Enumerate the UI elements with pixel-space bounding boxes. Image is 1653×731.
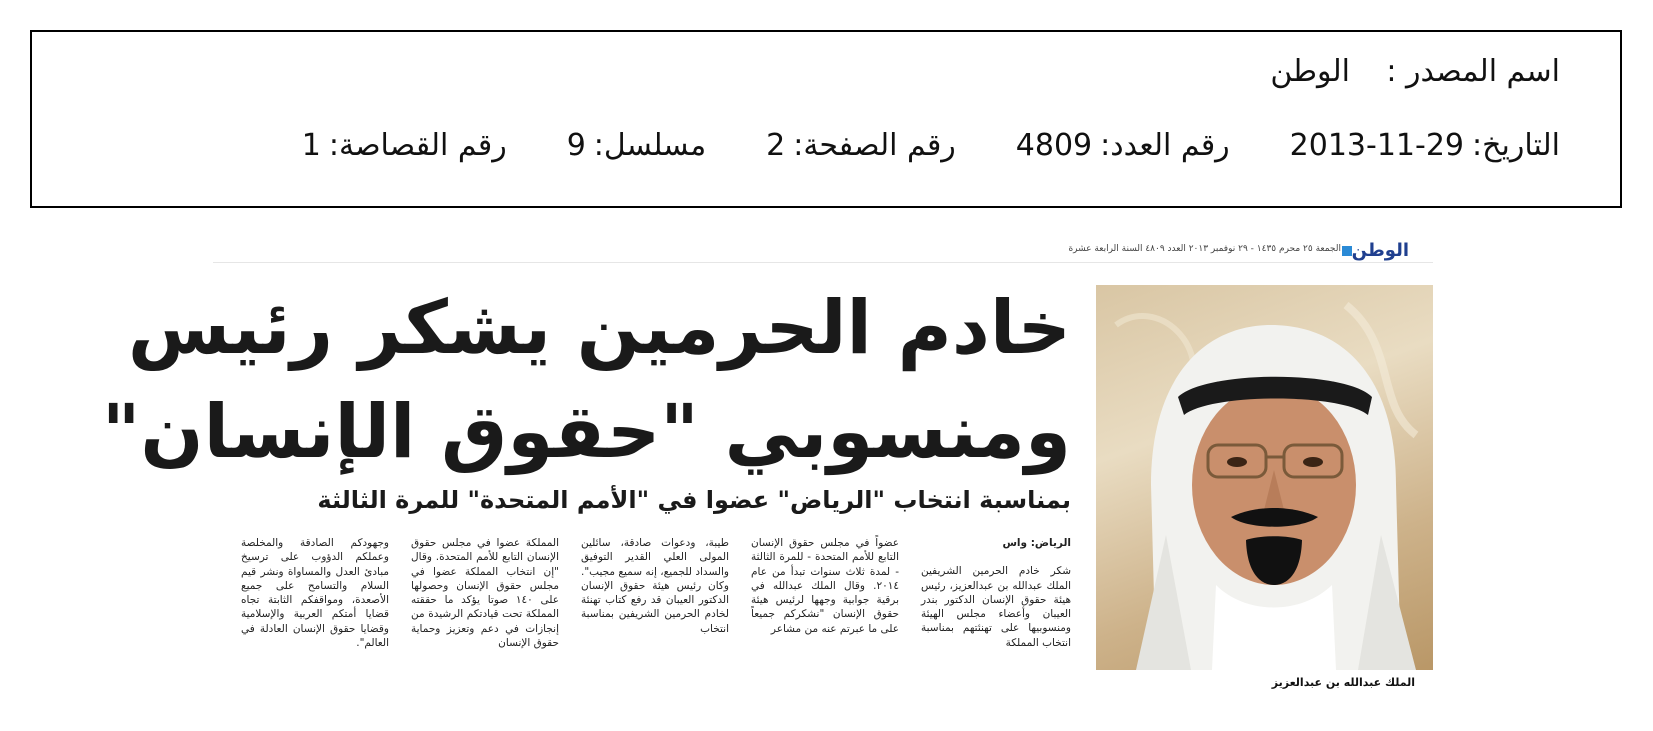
source-value: الوطن (1270, 54, 1350, 89)
issue-value: 4809 (1015, 128, 1093, 163)
page-value: 2 (766, 128, 786, 163)
page-field (766, 128, 956, 163)
clip-number-label: رقم القصاصة: (328, 128, 507, 163)
source-row (1270, 54, 1560, 89)
body-column-2: عضواً في مجلس حقوق الإنسان التابع للأمم المتحدة - للمرة الثالثة - لمدة ثلاث سنوات تبدأ من عام ٢٠١٤. وقال الملك عبدالله في برقية جوابية وجهها لرئيس هيئة حقوق الإنسان "نشكركم جميعاً على ما عبرتم عنه من مشاعر (751, 537, 899, 635)
headline-line-1: خادم الحرمين يشكر رئيس (127, 285, 1071, 371)
clip-number-field (302, 128, 507, 163)
newspaper-logo-text: الوطن (1351, 240, 1409, 261)
source-label: اسم المصدر : (1386, 54, 1560, 89)
portrait-photo (1096, 285, 1433, 670)
serial-value: 9 (566, 128, 586, 163)
body-column-4: المملكة عضوا في مجلس حقوق الإنسان التابع للأمم المتحدة. وقال "إن انتخاب المملكة عضوا في مجلس حقوق الإنسان وحصولها على ١٤٠ صوتا يؤكد ما حققته المملكة تحت قيادتكم الرشيدة من إنجازات في دعم وتعزيز وحماية حقوق الإنسان (411, 537, 559, 650)
page-label: رقم الصفحة: (793, 128, 956, 163)
masthead-dateline: الجمعة ٢٥ محرم ١٤٣٥ - ٢٩ نوفمبر ٢٠١٣ العدد ٤٨٠٩ السنة الرابعة عشرة (1068, 244, 1341, 254)
body-column-3: طيبة، ودعوات صادقة، سائلين المولى العلي القدير التوفيق والسداد للجميع، إنه سميع مجيب". وكان رئيس هيئة حقوق الإنسان الدكتور العيبان قد رفع كتاب تهنئة لخادم الحرمين الشريفين بمناسبة انتخاب (581, 537, 729, 635)
logo-square-icon (1342, 246, 1352, 256)
article-headline (101, 276, 1071, 484)
article-body (241, 536, 1071, 676)
issue-field (1016, 128, 1230, 163)
clip-number-value: 1 (301, 128, 321, 163)
body-column-1 (921, 536, 1071, 676)
headline-line-2: ومنسوبي "حقوق الإنسان" (101, 389, 1071, 475)
body-column-5: وجهودكم الصادقة والمخلصة وعملكم الدؤوب على ترسيخ مبادئ العدل والمساواة ونشر قيم السلام والتسامح على جميع الأصعدة، ومواقفكم الثابتة تجاه قضايا أمتكم العربية والإسلامية وقضايا حقوق الإنسان العادلة في العالم". (241, 537, 389, 650)
date-value: 2013-11-29 (1289, 128, 1465, 163)
issue-label: رقم العدد: (1100, 128, 1230, 163)
portrait-illustration (1096, 285, 1433, 670)
column-text: شكر خادم الحرمين الشريفين الملك عبدالله بن عبدالعزيز، رئيس هيئة حقوق الإنسان الدكتور بندر العيبان وأعضاء مجلس الهيئة ومنسوبيها على تهنئتهم بمناسبة انتخاب المملكة (921, 565, 1071, 649)
newspaper-clipping (101, 238, 1433, 718)
date-label: التاريخ: (1472, 128, 1560, 163)
serial-label: مسلسل: (593, 128, 707, 163)
details-row (302, 128, 1560, 163)
article-subheadline: بمناسبة انتخاب "الرياض" عضوا في "الأمم المتحدة" للمرة الثالثة (317, 486, 1071, 514)
clipping-metadata-box (30, 30, 1622, 208)
date-field (1290, 128, 1560, 163)
serial-field (567, 128, 706, 163)
masthead (213, 238, 1433, 263)
newspaper-logo (1339, 240, 1409, 261)
article-dateline: الرياض: واس (1002, 537, 1071, 549)
photo-caption: الملك عبدالله بن عبدالعزيز (1271, 676, 1415, 689)
